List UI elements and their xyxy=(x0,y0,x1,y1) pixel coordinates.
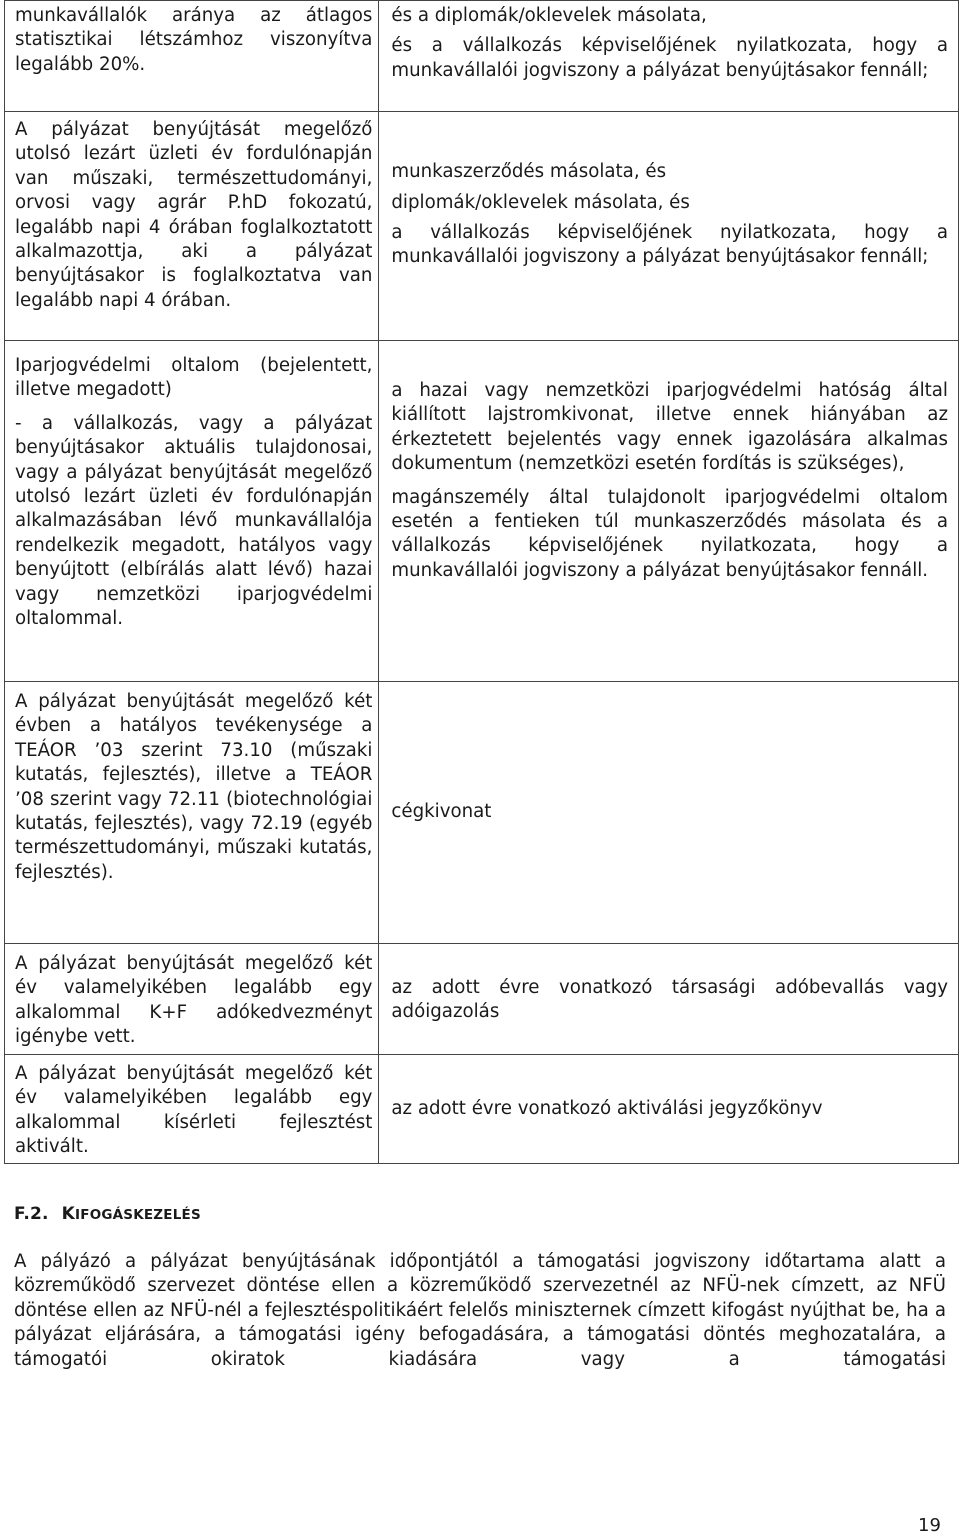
table-row xyxy=(5,341,959,682)
section-heading xyxy=(14,1204,201,1224)
table-row xyxy=(5,1055,959,1164)
document-text: a vállalkozás képviselőjének nyilatkozata, hogy a munkavállalói jogviszony a pályázat benyújtásakor fennáll; xyxy=(391,222,948,268)
document-text: és a vállalkozás képviselőjének nyilatkozata, hogy a munkavállalói jogviszony a pályázat benyújtásakor fennáll; xyxy=(391,35,948,81)
document-cell xyxy=(379,944,959,1055)
criterion-text: A pályázat benyújtását megelőző két év valamelyikében legalább egy alkalommal K+F adókedvezményt igénybe vett. xyxy=(15,953,373,1048)
section-title-rest: IFOGÁSKEZELÉS xyxy=(75,1207,201,1223)
document-text: magánszemély által tulajdonolt iparjogvédelmi oltalom esetén a fentieken túl munkaszerződés másolata és a vállalkozás képviselőjének nyilatkozata, hogy a munkavállalói jogviszony a pályázat benyújtásakor fennáll. xyxy=(391,486,948,581)
document-text: munkaszerződés másolata, és xyxy=(391,161,667,183)
section-title-initial: K xyxy=(61,1204,76,1224)
document-cell xyxy=(379,682,959,944)
criterion-text: Iparjogvédelmi oltalom (bejelentett, illetve megadott) xyxy=(15,355,373,401)
criterion-text: A pályázat benyújtását megelőző utolsó lezárt üzleti év fordulónapján van műszaki, természettudományi, orvosi vagy agrár P.hD fokozatú, legalább napi 4 órában foglalkoztatott alkalmazottja, aki a pályázat benyújtásakor is foglalkoztatva van legalább napi 4 órában. xyxy=(15,119,373,311)
document-text: a hazai vagy nemzetközi iparjogvédelmi hatóság által kiállított lajstromkivonat, illetve ennek hiányában az érkeztetett bejelentés vagy ennek igazolására alkalmas dokumentum (nemzetközi esetén fordítás is szükséges), xyxy=(391,380,948,475)
criterion-text: munkavállalók aránya az átlagos statisztikai létszámhoz viszonyítva legalább 20%. xyxy=(15,5,373,75)
criterion-cell xyxy=(5,944,379,1055)
document-text: az adott évre vonatkozó aktiválási jegyzőkönyv xyxy=(391,1097,823,1119)
document-cell xyxy=(379,341,959,682)
criterion-cell xyxy=(5,1055,379,1164)
section-number: F.2. xyxy=(14,1204,49,1224)
criterion-cell xyxy=(5,341,379,682)
document-cell xyxy=(379,1055,959,1164)
table-row xyxy=(5,112,959,341)
table-row xyxy=(5,682,959,944)
requirements-table xyxy=(4,0,959,1164)
document-text: és a diplomák/oklevelek másolata, xyxy=(391,5,707,26)
section-body-text: A pályázó a pályázat benyújtásának időpontjától a támogatási jogviszony időtartama alatt a közreműködő szervezet döntése ellen a közreműködő szervezetnél az NFÜ-nek címzett, az NFÜ döntése ellen az NFÜ-nél a fejlesztéspolitikáért felelős miniszternek címzett kifogást nyújthat be, ha a pályázat eljárására, a támogatási igény befogadására, a támogatási döntés meghozatalára, a támogatói okiratok kiadására vagy a támogatási xyxy=(14,1251,946,1370)
page-number: 19 xyxy=(918,1515,941,1536)
document-text: az adott évre vonatkozó társasági adóbevallás vagy adóigazolás xyxy=(391,977,948,1023)
criterion-cell xyxy=(5,682,379,944)
document-text: diplomák/oklevelek másolata, és xyxy=(391,191,690,213)
criterion-text: A pályázat benyújtását megelőző két évben a hatályos tevékenysége a TEÁOR ’03 szerint 73.10 (műszaki kutatás, fejlesztés), illetve a TEÁOR ’08 szerint vagy 72.11 (biotechnológiai kutatás, fejlesztés), vagy 72.19 (egyéb természettudományi, műszaki kutatás, fejlesztés). xyxy=(15,691,373,883)
criterion-cell xyxy=(5,112,379,341)
criterion-text: A pályázat benyújtását megelőző két év valamelyikében legalább egy alkalommal kísérleti fejlesztést aktivált. xyxy=(15,1063,373,1158)
table-row xyxy=(5,1,959,112)
criterion-text: - a vállalkozás, vagy a pályázat benyújtásakor aktuális tulajdonosai, vagy a pályázat benyújtását megelőző utolsó lezárt üzleti év fordulónapján alkalmazásában lévő munkavállalója rendelkezik megadott, hatályos vagy benyújtott (elbírálás alatt lévő) hazai vagy nemzetközi iparjogvédelmi oltalommal. xyxy=(15,412,373,630)
document-cell xyxy=(379,112,959,341)
document-cell xyxy=(379,1,959,112)
document-text: cégkivonat xyxy=(391,801,492,823)
table-row xyxy=(5,944,959,1055)
criterion-cell xyxy=(5,1,379,112)
